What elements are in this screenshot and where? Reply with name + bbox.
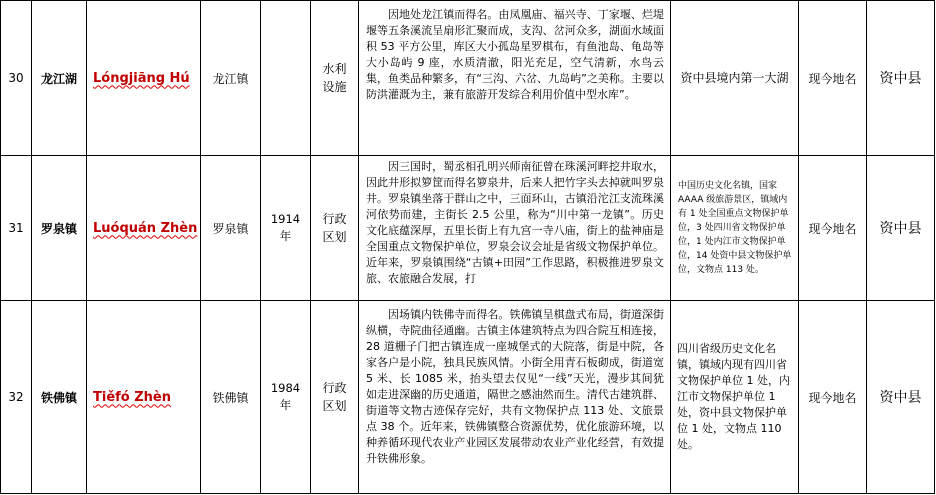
row-number: 32 [1,301,32,494]
admin-area: 罗泉镇 [201,156,261,301]
admin-area: 龙江镇 [201,1,261,156]
description-cell [359,1,671,156]
place-name: 罗泉镇 [32,156,87,301]
pinyin-cell [87,156,201,301]
table-row [1,301,935,494]
place-name: 铁佛镇 [32,301,87,494]
pinyin-text: Tiěfó Zhèn [93,389,172,405]
features-cell: 中国历史文化名镇，国家 AAAA 级旅游景区，镇域内有 1 处全国重点文物保护单位，3 处四川省文物保护单位，1 处内江市文物保护单位，14 处资中县文物保护单位，文物点 113 处。 [671,156,799,301]
description-cell [359,301,671,494]
pinyin-cell [87,1,201,156]
features-cell: 资中县境内第一大湖 [671,1,799,156]
category-cell: 行政 区划 [311,301,359,494]
status-cell: 现今地名 [799,1,867,156]
year-cell: 1984 年 [261,301,311,494]
place-name: 龙江湖 [32,1,87,156]
table-row [1,156,935,301]
county-cell: 资中县 [867,156,935,301]
status-cell: 现今地名 [799,156,867,301]
admin-area: 铁佛镇 [201,301,261,494]
county-cell: 资中县 [867,301,935,494]
description-cell [359,156,671,301]
category-cell: 水利 设施 [311,1,359,156]
pinyin-cell [87,301,201,494]
description-text: 因三国时，蜀丞相孔明兴师南征曾在珠溪河畔挖井取水，因此井形拟箩筐而得名箩泉井，后来人把竹字头去掉就叫罗泉井。罗泉镇坐落于群山之中，三面环山，古镇沿沱江支流珠溪河依势而建，主街长 2.5 公里，称为“川中第一龙镇”。历史文化底蕴深厚，五里长街上有九宫一寺八庙，街上的盐神庙是全国重点文物保护单位，罗泉会议会址是省级文物保护单位。近年来，罗泉镇围绕“古镇+田园”工作思路，积极推进罗泉文旅、农旅融合发展，打 [366,160,664,285]
description-text: 因地处龙江镇而得名。由凤凰庙、福兴寺、丁家堰、烂堤堰等五条溪流呈扇形汇聚而成，支沟、岔河众多，湖面水域面积 53 平方公里，库区大小孤岛星罗棋布，有鱼池岛、龟岛等大小岛屿 9 座，水质清澈，阳光充足，空气清新，水鸟云集，鱼类品种繁多，有“三沟、六岔、九岛屿”之美称。主要以防洪灌溉为主，兼有旅游开发综合利用价值中型水库”。 [366,8,664,101]
row-number: 30 [1,1,32,156]
row-number: 31 [1,156,32,301]
pinyin-text: Luóquán Zhèn [93,220,198,236]
year-cell [261,1,311,156]
status-cell: 现今地名 [799,301,867,494]
table-row [1,1,935,156]
pinyin-text: Lóngjiāng Hú [93,70,190,86]
category-cell: 行政 区划 [311,156,359,301]
features-cell: 四川省级历史文化名镇，镇域内现有四川省文物保护单位 1 处，内江市文物保护单位 1 处，资中县文物保护单位 1 处，文物点 110 处。 [671,301,799,494]
year-cell: 1914 年 [261,156,311,301]
county-cell: 资中县 [867,1,935,156]
description-text: 因场镇内铁佛寺而得名。铁佛镇呈棋盘式布局，街道深街纵横，寺院曲径通幽。古镇主体建筑特点为四合院互相连接，28 道栅子门把古镇连成一座城堡式的大院落，街是中院，各家各户是小院，独具民族风情。小街全用青石板砌成，街道宽 5 米、长 1085 米，抬头望去仅见“一线”天光，漫步其间犹如走进深幽的历史通道，隔世之感油然而生。清代古建筑群、街道等文物古迹保存完好，共有文物保护点 113 处、文旅景点 38 个。近年来，铁佛镇整合资源优势，优化旅游环境，以种养循环现代农业产业园区发展带动农业产业化经营，有效提升铁佛形象。 [366,308,664,465]
